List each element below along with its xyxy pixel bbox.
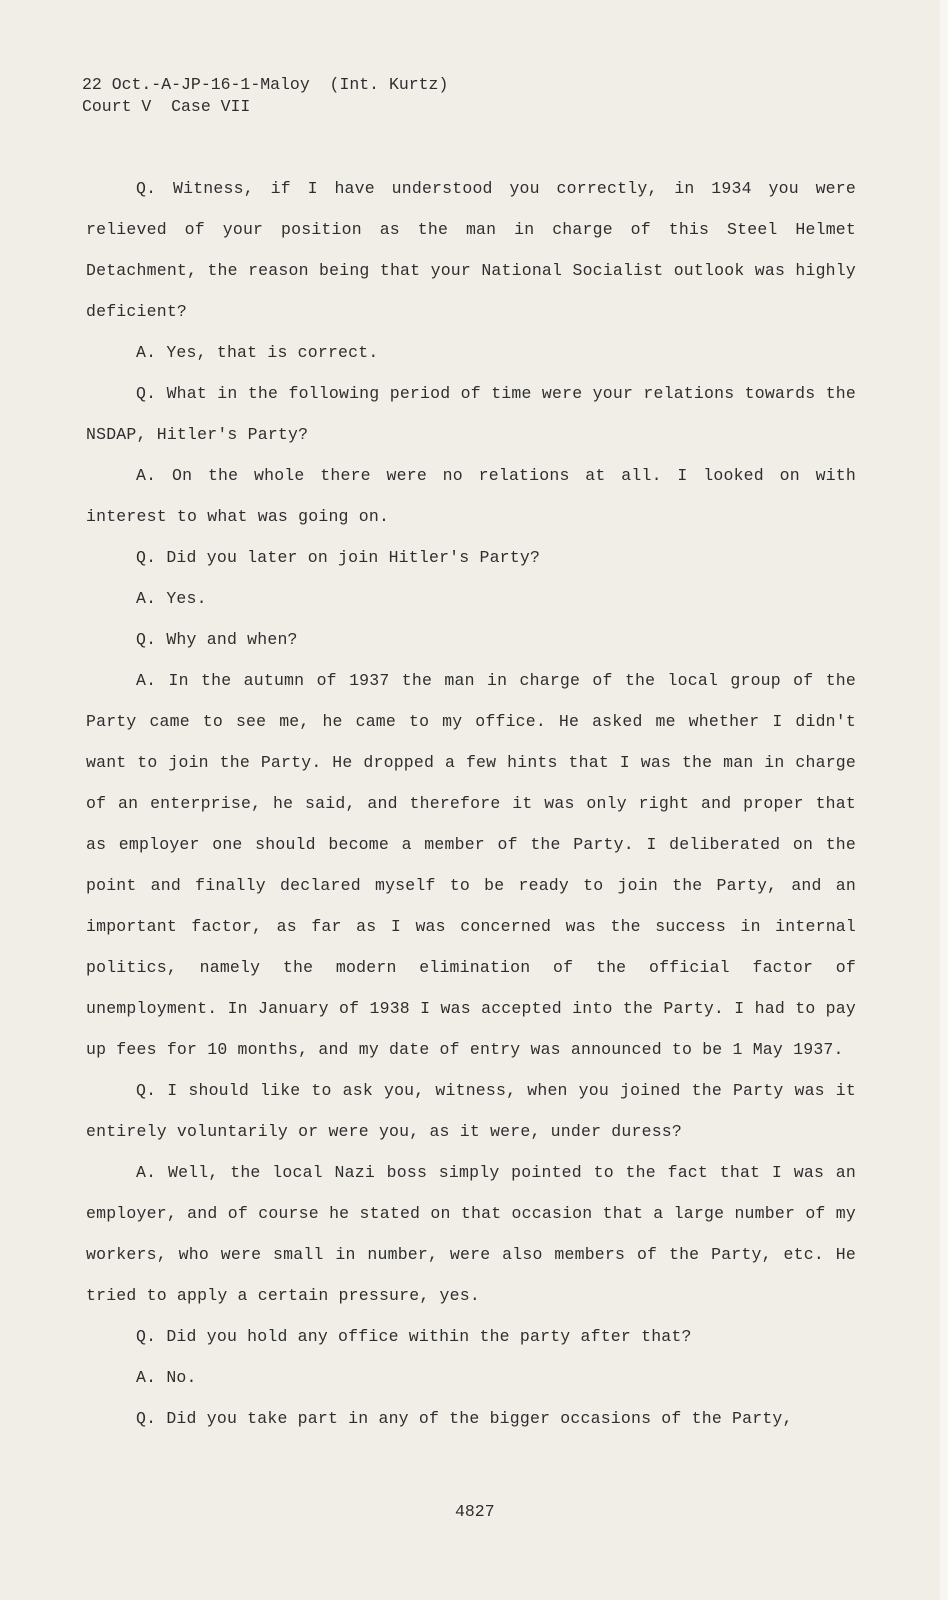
transcript-entry — [86, 1398, 856, 1439]
entry-text: I should like to ask you, witness, when you joined the Party was it entirely voluntarily or were you, as it were, under duress? — [86, 1081, 856, 1141]
speaker-label: A. — [136, 671, 157, 690]
transcript-entry — [86, 578, 856, 619]
entry-text: On the whole there were no relations at all. I looked on with interest to what was going on. — [86, 466, 856, 526]
page-number: 4827 — [455, 1502, 495, 1521]
transcript-entry — [86, 332, 856, 373]
entry-text: What in the following period of time were your relations towards the NSDAP, Hitler's Party? — [86, 384, 856, 444]
speaker-label: Q. — [136, 1081, 157, 1100]
entry-text: In the autumn of 1937 the man in charge of the local group of the Party came to see me, he came to my office. He asked me whether I didn't want to join the Party. He dropped a few hints that I was the man in charge of an enterprise, he said, and therefore it was only right and proper that as employer one should become a member of the Party. I deliberated on the point and finally declared myself to be ready to join the Party, and an important factor, as far as I was concerned was the success in internal politics, namely the modern elimination of the official factor of unemployment. In January of 1938 I was accepted into the Party. I had to pay up fees for 10 months, and my date of entry was announced to be 1 May 1937. — [86, 671, 856, 1059]
entry-text: Did you take part in any of the bigger occasions of the Party, — [166, 1409, 793, 1428]
transcript-entry — [86, 455, 856, 537]
speaker-label: Q. — [136, 179, 157, 198]
entry-text: Well, the local Nazi boss simply pointed to the fact that I was an employer, and of course he stated on that occasion that a large number of my workers, who were small in number, were also members of the Party, etc. He tried to apply a certain pressure, yes. — [86, 1163, 856, 1305]
page-edge — [940, 0, 948, 1600]
document-header — [82, 74, 448, 118]
transcript-entry — [86, 168, 856, 332]
speaker-label: Q. — [136, 548, 157, 567]
speaker-label: A. — [136, 1368, 157, 1387]
transcript-entry — [86, 619, 856, 660]
transcript-entry — [86, 660, 856, 1070]
speaker-label: A. — [136, 589, 157, 608]
entry-text: Did you hold any office within the party after that? — [166, 1327, 692, 1346]
entry-text: Why and when? — [166, 630, 298, 649]
entry-text: No. — [166, 1368, 197, 1387]
transcript-entry — [86, 373, 856, 455]
entry-text: Yes. — [166, 589, 207, 608]
transcript-entry — [86, 537, 856, 578]
speaker-label: A. — [136, 1163, 157, 1182]
speaker-label: Q. — [136, 384, 157, 403]
transcript-entry — [86, 1316, 856, 1357]
entry-text: Yes, that is correct. — [166, 343, 379, 362]
transcript-entry — [86, 1152, 856, 1316]
speaker-label: Q. — [136, 1327, 157, 1346]
entry-text: Did you later on join Hitler's Party? — [166, 548, 541, 567]
transcript-entry — [86, 1357, 856, 1398]
transcript-entry — [86, 1070, 856, 1152]
transcript-body — [86, 168, 856, 1439]
speaker-label: Q. — [136, 630, 157, 649]
speaker-label: A. — [136, 343, 157, 362]
header-line-session: 22 Oct.-A-JP-16-1-Maloy (Int. Kurtz) — [82, 75, 449, 94]
speaker-label: A. — [136, 466, 157, 485]
entry-text: Witness, if I have understood you correctly, in 1934 you were relieved of your position as the man in charge of this Steel Helmet Detachment, the reason being that your National Socialist outlook was highly deficient? — [86, 179, 856, 321]
header-line-court: Court V Case VII — [82, 97, 251, 116]
speaker-label: Q. — [136, 1409, 157, 1428]
